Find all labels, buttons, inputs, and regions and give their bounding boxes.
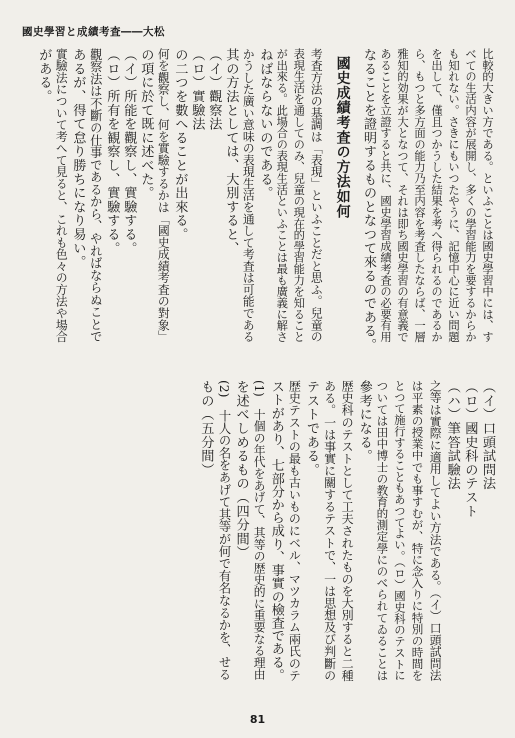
text-column: を出して、僅且つかうした結果を考へ得られるのであるか: [430, 48, 444, 343]
text-column: の二つを數へることが出來る。: [172, 48, 188, 242]
text-column: がある。: [36, 48, 52, 104]
text-column: (2) 十人の名をあげて其等が何で有名なるかを、せる: [216, 380, 231, 681]
text-column: とつて施行することもあつてよい。（ロ）國史科のテストに: [392, 380, 407, 682]
text-column: 歴史テストの最も古いものにベル、マツカラム兩氏のテ: [287, 380, 302, 682]
section-heading: 國史成績考査の方法如何: [334, 56, 351, 219]
text-column: あるが、得て怠り勝ちになり易い。: [70, 48, 86, 269]
text-column: は平素の授業中でも事すむが、特に念入りに特別の時間を: [410, 380, 425, 682]
text-column: 之等は實際に適用してよい方法である。（イ）口頭試問法: [428, 380, 443, 682]
text-column: ら、もつと多方面の能力乃至内容を考査したならば、一層: [413, 48, 427, 343]
text-column: かうした廣い意味の表現生活を通して考査は可能である: [241, 48, 256, 343]
text-column: を述べしめるもの（四分間）: [233, 380, 249, 560]
text-column: 考査方法の基調は「表現」といふことだと思ふ。兒童の: [309, 48, 324, 343]
text-column: （イ）所能を觀察し、實驗する。: [121, 48, 137, 255]
text-column: （イ）觀察法: [206, 48, 222, 131]
text-column: 實驗法について考へて見ると、これも色々の方法や場合: [54, 48, 69, 343]
text-column: (1) 十個の年代をあげて、其等の歴史的に重要なる理由: [252, 380, 267, 681]
text-column: （ハ）筆答試驗法: [444, 380, 460, 491]
text-column: 雅知的効果が大となつて、それは即ち國史學習の有意義で: [396, 48, 410, 343]
text-column: ある。一は事實に關するテストで、一は思想及び判斷の: [322, 380, 337, 682]
text-column: ついては田中博士の教育的測定學にのべられてゐることは: [375, 380, 390, 682]
text-column: もの（五分間）: [198, 380, 214, 477]
text-column: （ロ）國史科のテスト: [462, 380, 478, 518]
text-column: 參考になる。: [356, 380, 372, 463]
text-column: （ロ）實驗法: [189, 48, 205, 131]
text-column: が出來る。此場合の表現生活といふことは最も廣義に解さ: [275, 48, 290, 343]
text-column: 何を觀察し、何を實驗するかは「國史成績考査の對象」: [156, 48, 171, 343]
text-column: ねばならないのである。: [257, 48, 273, 200]
text-column: べての生活内容が展開し、多くの學習能力を要するからか: [464, 48, 478, 343]
text-column: 觀察法は不斷の仕事であるから、やればならぬことで: [88, 48, 103, 343]
text-column: の項に於て既に述べた。: [138, 48, 154, 200]
text-column: 其の方法としては、大別すると、: [223, 48, 239, 255]
running-head: 國史學習と成績考査――大松: [22, 26, 165, 38]
text-column: （ロ）所有を観察し、實驗する。: [104, 48, 120, 255]
text-column: （イ）口頭試問法: [479, 380, 495, 491]
page-number: 81: [249, 713, 266, 726]
text-column: 表現生活を通してのみ、兒童の現在的學習能力を知ること: [292, 48, 307, 343]
text-column: なることを證明するものとなつて來るのである。: [361, 48, 376, 352]
text-column: 歴史科のテストとして工夫されたものを大別すると二種: [340, 380, 355, 682]
text-column: あることを立證すると共に、國史學習成績考査の必要有用: [379, 48, 393, 343]
text-column: テストである。: [303, 380, 319, 477]
text-column: も知れない。さきにもいつたやうに、記憶中心に近い問題: [447, 48, 461, 343]
text-column: 比較的大きい方である。といふことは國史學習中には、す: [481, 48, 495, 343]
text-column: ストがあり、七部分から成り、事實の檢査である。: [268, 380, 284, 682]
